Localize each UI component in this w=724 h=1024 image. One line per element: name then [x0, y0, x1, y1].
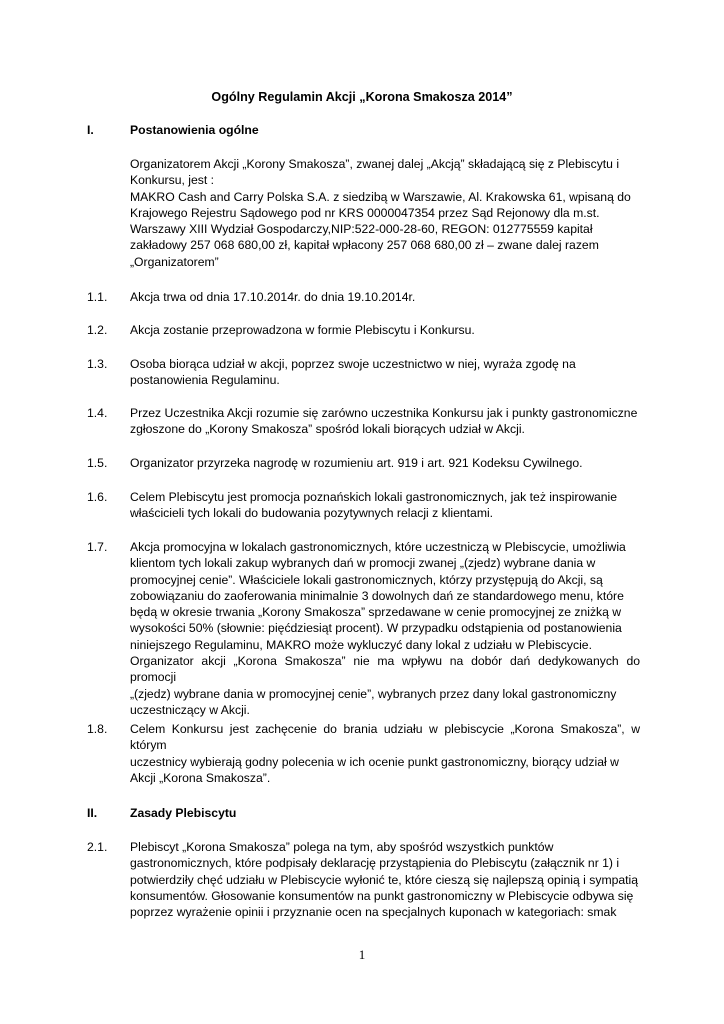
section-1-title: Postanowienia ogólne [130, 123, 259, 137]
paragraph-line: Organizatorem Akcji „Korony Smakosza”, zwanej dalej „Akcją” składającą się z Plebiscytu i [130, 157, 620, 171]
paragraph-line: Akcja trwa od dnia 17.10.2014r. do dnia 19.10.2014r. [130, 290, 416, 304]
paragraph-line: gastronomicznych, które podpisały deklarację przystąpienia do Plebiscytu (załącznik nr 1) i [130, 856, 620, 871]
clause-1-1 [130, 289, 640, 305]
clause-1-6 [130, 489, 640, 522]
paragraph-line: uczestnicy wybierają godny polecenia w ich ocenie punkt gastronomiczny, biorący udział w [130, 754, 619, 769]
paragraph-line: zakładowy 257 068 680,00 zł, kapitał wpłacony 257 068 680,00 zł – zwane dalej razem [130, 238, 599, 253]
paragraph-line: Organizator akcji „Korona Smakosza” nie ma wpływu na dobór dań dedykowanych do promocji [130, 654, 640, 685]
paragraph-line: Akcja promocyjna w lokalach gastronomicznych, które uczestniczą w Plebiscycie, umożliwia [130, 540, 626, 554]
paragraph-line: zgłoszone do „Korony Smakosza” spośród lokali biorących udział w Akcji. [130, 422, 525, 437]
paragraph-line: Przez Uczestnika Akcji rozumie się zarówno uczestnika Konkursu jak i punkty gastronomiczne [130, 406, 638, 420]
clause-number: 1.2. [87, 323, 108, 337]
paragraph-line: klientom tych lokali zakup wybranych dań w promocji zwanej „(zjedz) wybrane dania w [130, 556, 596, 571]
paragraph-line: potwierdziły chęć udziału w Plebiscycie wyłonić te, które cieszą się najlepszą opinią i sympatią [130, 872, 639, 887]
paragraph-line: wysokości 50% (słownie: pięćdziesiąt procent). W przypadku odstąpienia od postanowienia [130, 621, 622, 636]
paragraph-line: Krajowego Rejestru Sądowego pod nr KRS 0000047354 przez Sąd Rejonowy dla m.st. [130, 205, 600, 220]
paragraph-line: Konkursu, jest : [130, 173, 214, 188]
paragraph-line: niniejszego Regulaminu, MAKRO może wykluczyć dany lokal z udziału w Plebiscycie. [130, 637, 592, 652]
paragraph-line: Plebiscyt „Korona Smakosza” polega na tym, aby spośród wszystkich punktów [130, 840, 554, 854]
clause-1-5 [130, 455, 640, 471]
clause-number: 1.8. [87, 722, 108, 736]
paragraph-line: Akcja zostanie przeprowadzona w formie Plebiscytu i Konkursu. [130, 323, 475, 337]
paragraph-line: Organizator przyrzeka nagrodę w rozumieniu art. 919 i art. 921 Kodeksu Cywilnego. [130, 456, 583, 470]
paragraph-line: Osoba biorąca udział w akcji, poprzez swoje uczestnictwo w niej, wyraża zgodę na [130, 357, 576, 371]
paragraph-line: MAKRO Cash and Carry Polska S.A. z siedzibą w Warszawie, Al. Krakowska 61, wpisaną do [130, 189, 631, 204]
clause-2-1 [130, 839, 640, 920]
clause-1-2 [130, 322, 640, 338]
page-number: 1 [358, 947, 366, 962]
paragraph-line: poprzez wyrażenie opinii i przyznanie ocen na specjalnych kuponach w kategoriach: smak [130, 905, 617, 920]
paragraph-line: „Organizatorem” [130, 254, 219, 269]
paragraph-line: uczestniczący w Akcji. [130, 702, 250, 717]
clause-number: 1.1. [87, 290, 108, 304]
clause-1-7 [130, 539, 640, 718]
paragraph-line: zobowiązaniu do zaoferowania minimalnie 3 dowolnych dań ze standardowego menu, które [130, 588, 624, 603]
paragraph-line: promocyjnej cenie”. Właściciele lokali gastronomicznych, którzy przystępują do Akcji, są [130, 572, 603, 587]
clause-number: 1.7. [87, 540, 108, 554]
paragraph-line: Celem Plebiscytu jest promocja poznańskich lokali gastronomicznych, jak też inspirowanie [130, 490, 618, 504]
clause-1-4 [130, 405, 640, 438]
clause-1-3 [130, 356, 640, 389]
paragraph-line: będą w okresie trwania „Korony Smakosza” sprzedawane w cenie promocyjnej ze zniżką w [130, 605, 622, 620]
clause-1-8 [130, 721, 640, 786]
clause-number: 1.6. [87, 490, 108, 504]
paragraph-line: właścicieli tych lokali do budowania pozytywnych relacji z klientami. [130, 506, 494, 521]
document-title: Ogólny Regulamin Akcji „Korona Smakosza 2014” [211, 90, 513, 104]
clause-number: 1.5. [87, 456, 108, 470]
paragraph-line: konsumentów. Głosowanie konsumentów na punkt gastronomiczny w Plebiscycie odbywa się [130, 888, 634, 903]
paragraph-line: Akcji „Korona Smakosza”. [130, 770, 271, 785]
section-2-number: II. [87, 806, 98, 820]
clause-number: 1.4. [87, 406, 108, 420]
section-1-number: I. [87, 123, 94, 137]
paragraph-line: Warszawy XIII Wydział Gospodarczy,NIP:522-000-28-60, REGON: 012775559 kapitał [130, 222, 593, 237]
section-2-title: Zasady Plebiscytu [130, 806, 237, 820]
clause-number: 2.1. [87, 840, 108, 854]
organizer-paragraph [130, 156, 640, 270]
clause-number: 1.3. [87, 357, 108, 371]
paragraph-line: Celem Konkursu jest zachęcenie do brania udziału w plebiscycie „Korona Smakosza”, w którym [130, 722, 640, 753]
paragraph-line: postanowienia Regulaminu. [130, 373, 280, 388]
paragraph-line: „(zjedz) wybrane dania w promocyjnej cenie”, wybranych przez dany lokal gastronomiczny [130, 686, 617, 701]
